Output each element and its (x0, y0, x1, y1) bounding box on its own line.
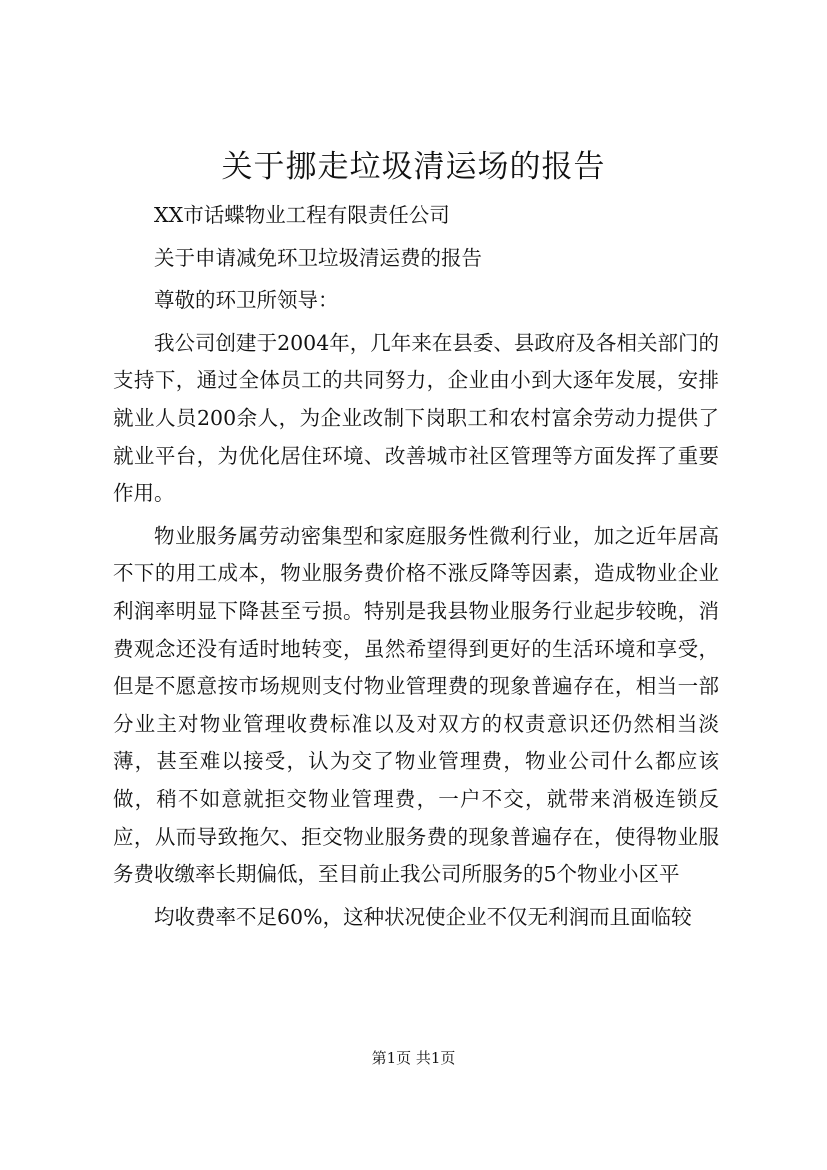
report-subject-line: 关于申请减免环卫垃圾清运费的报告 (154, 245, 482, 270)
body-paragraph: 均收费率不足60%，这种状况使企业不仅无利润而且面临较 (154, 904, 692, 929)
salutation: 尊敬的环卫所领导： (154, 288, 339, 313)
body-paragraph: 物业服务属劳动密集型和家庭服务性微利行业，加之近年居高不下的用工成本，物业服务费价格不涨反降等因素，造成物业企业利润率明显下降甚至亏损。特别是我县物业服务行业起步较晚，消费观念还没有适时地转变，虽然希望得到更好的生活环境和享受，但是不愿意按市场规则支付物业管理费的现象普遍存在，相当一部分业主对物业管理收费标准以及对双方的权责意识还仍然相当淡薄，甚至难以接受，认为交了物业管理费，物业公司什么都应该做，稍不如意就拒交物业管理费，一户不交，就带来消极连锁反应，从而导致拖欠、拒交物业服务费的现象普遍存在，使得物业服务费收缴率长期偏低，至目前止我公司所服务的5个物业小区平 (113, 523, 719, 887)
company-name-line: XX市话蝶物业工程有限责任公司 (154, 203, 450, 227)
page-footer: 第1页 共1页 (371, 1049, 456, 1067)
document-body (113, 197, 719, 936)
body-paragraph: 我公司创建于2004年，几年来在县委、县政府及各相关部门的支持下，通过全体员工的共同努力，企业由小到大逐年发展，安排就业人员200余人，为企业改制下岗职工和农村富余劳动力提供了就业平台，为优化居住环境、改善城市社区管理等方面发挥了重要作用。 (113, 330, 719, 506)
document-title: 关于挪走垃圾清运场的报告 (221, 149, 606, 185)
